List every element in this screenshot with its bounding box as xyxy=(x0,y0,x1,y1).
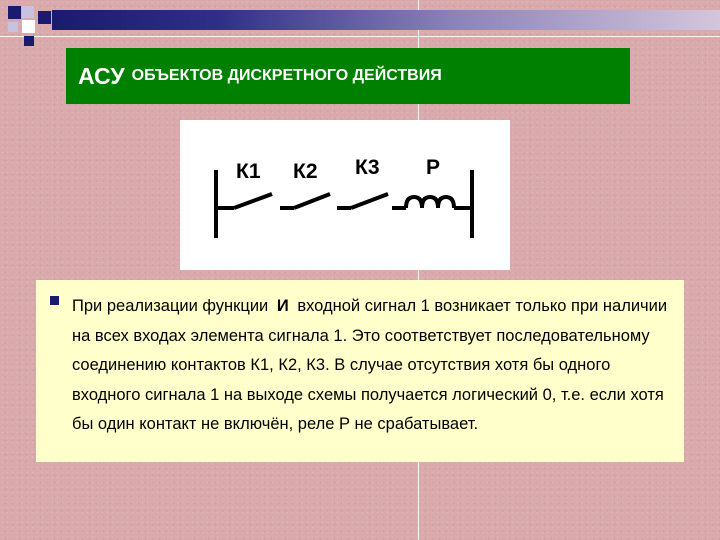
slide-title xyxy=(66,48,630,104)
label-k3: К3 xyxy=(355,156,380,179)
text-part2: входной сигнал 1 возникает только при наличии на всех входах элемента сигнала 1. Это соответствует последовательному соединению контактов К1, К2, К3. В случае отсутствия хотя бы одного входного сигнала 1 на выходе схемы получается логический 0, т.е. если хотя бы один контакт не включён, реле Р не срабатывает. xyxy=(72,297,668,433)
background-guide-line-horizontal xyxy=(0,36,720,37)
decor-square xyxy=(22,6,34,18)
bullet-square-icon xyxy=(50,296,59,305)
label-p: Р xyxy=(426,156,441,179)
text-emphasis: И xyxy=(276,297,289,315)
contact-k2 xyxy=(294,194,330,208)
contact-k1 xyxy=(234,194,272,208)
label-k1: К1 xyxy=(236,160,261,183)
description-box xyxy=(36,280,684,462)
decor-square xyxy=(22,20,35,33)
decor-square xyxy=(38,11,51,24)
header-gradient-band xyxy=(52,10,720,30)
label-k2: К2 xyxy=(293,160,318,183)
decor-square xyxy=(8,22,18,32)
decor-square xyxy=(8,6,21,19)
title-subtitle: ОБЪЕКТОВ ДИСКРЕТНОГО ДЕЙСТВИЯ xyxy=(131,67,442,84)
description-paragraph xyxy=(72,292,672,440)
circuit-svg xyxy=(180,120,510,270)
relay-circuit-diagram xyxy=(180,120,510,270)
decor-square xyxy=(24,36,34,46)
relay-coil-p xyxy=(406,197,454,208)
text-part1: При реализации функции xyxy=(72,297,269,315)
title-main: АСУ xyxy=(78,62,125,89)
contact-k3 xyxy=(351,194,388,208)
